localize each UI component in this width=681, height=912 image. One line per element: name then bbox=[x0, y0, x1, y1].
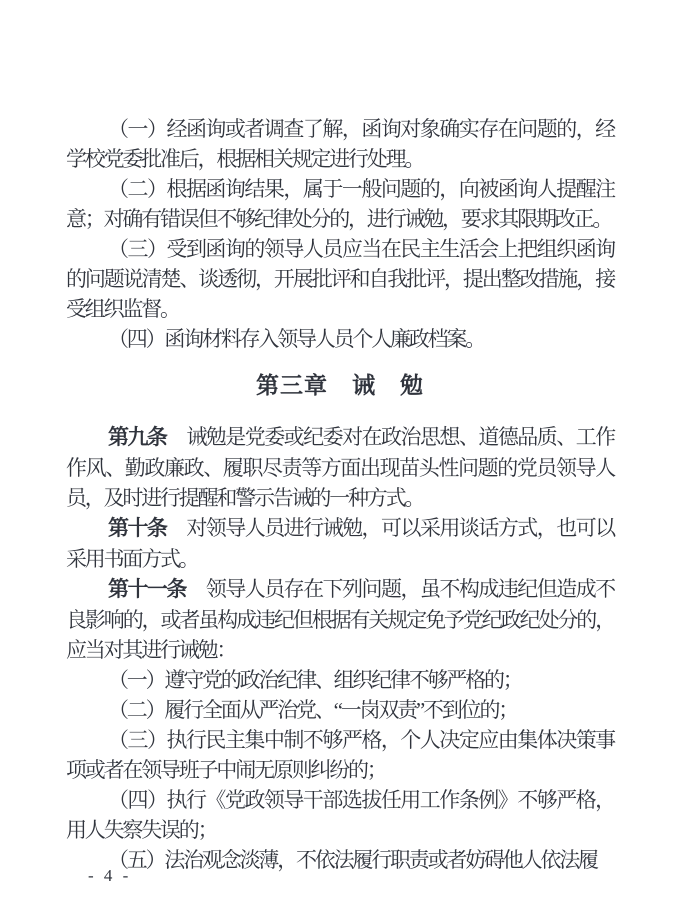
article-paragraph bbox=[66, 513, 614, 574]
body-paragraph: （五）法治观念淡薄，不依法履行职责或者妨碍他人依法履 bbox=[108, 848, 597, 872]
body-paragraph: （四）函询材料存入领导人员个人廉政档案。 bbox=[108, 327, 484, 351]
article-text: 对领导人员进行诫勉，可以采用谈话方式，也可以采用书面方式。 bbox=[66, 516, 614, 571]
body-paragraph: （三）受到函询的领导人员应当在民主生活会上把组织函询的问题说清楚、谈透彻，开展批评和自我批评，提出整改措施，接受组织监督。 bbox=[66, 237, 614, 321]
body-paragraph: （四）执行《党政领导干部选拔任用工作条例》不够严格，用人失察失误的； bbox=[66, 788, 614, 842]
body-paragraph: （三）执行民主集中制不够严格，个人决定应由集体决策事项或者在领导班子中闹无原则纠纷的； bbox=[66, 728, 614, 782]
body-paragraph: （二）履行全面从严治党、“一岗双责”不到位的； bbox=[108, 698, 518, 722]
article-paragraph bbox=[66, 574, 614, 665]
article-text: 诫勉是党委或纪委对在政治思想、道德品质、工作作风、勤政廉政、履职尽责等方面出现苗头性问题的党员领导人员，及时进行提醒和警示告诫的一种方式。 bbox=[66, 425, 614, 510]
article-number-label: 第十一条 bbox=[108, 578, 186, 601]
chapter-heading: 第三章 诫 勉 bbox=[256, 372, 424, 398]
body-paragraph: （一）遵守党的政治纪律、组织纪律不够严格的； bbox=[108, 668, 522, 692]
article-paragraph bbox=[66, 422, 614, 513]
body-paragraph: （二）根据函询结果，属于一般问题的，向被函询人提醒注意；对确有错误但不够纪律处分的，进行诫勉，要求其限期改正。 bbox=[66, 177, 614, 231]
article-number-label: 第十条 bbox=[108, 517, 167, 540]
body-paragraph: （一）经函询或者调查了解，函询对象确实存在问题的，经学校党委批准后，根据相关规定进行处理。 bbox=[66, 117, 614, 171]
document-content bbox=[66, 114, 614, 875]
article-number-label: 第九条 bbox=[108, 426, 167, 449]
page-number: - 4 - bbox=[88, 866, 132, 885]
article-text: 领导人员存在下列问题，虽不构成违纪但造成不良影响的，或者虽构成违纪但根据有关规定免予党纪政纪处分的，应当对其进行诫勉： bbox=[66, 577, 614, 662]
